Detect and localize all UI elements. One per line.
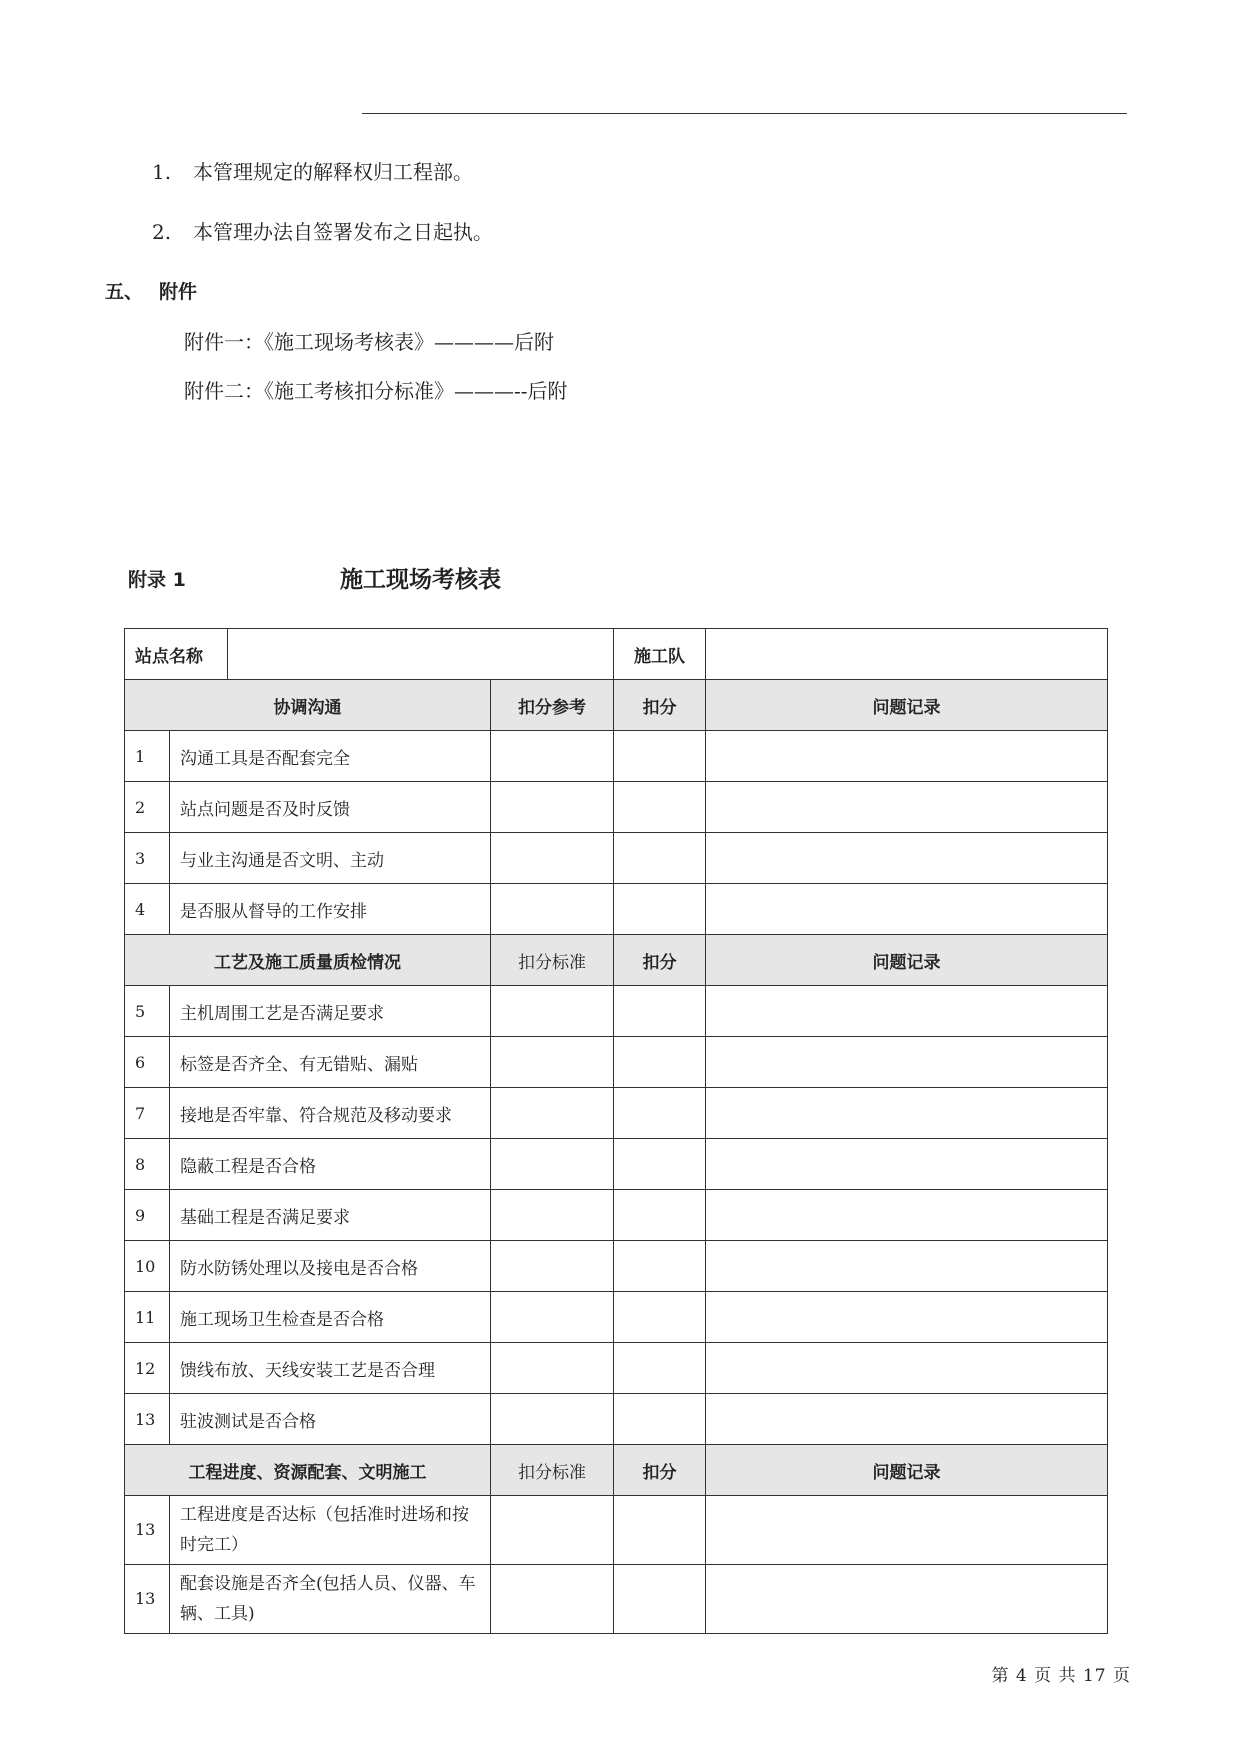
issue-record-header: 问题记录 [706, 1445, 1108, 1496]
site-info-row [125, 629, 1108, 680]
deduction-cell[interactable] [614, 1190, 706, 1241]
deduction-cell[interactable] [614, 884, 706, 935]
row-number: 2 [125, 782, 170, 833]
deduction-header: 扣分 [614, 1445, 706, 1496]
row-item-text: 配套设施是否齐全(包括人员、仪器、车辆、工具) [170, 1565, 491, 1634]
clause-text: 本管理办法自签署发布之日起执。 [193, 220, 493, 244]
deduction-cell[interactable] [614, 1241, 706, 1292]
table-row [125, 731, 1108, 782]
row-item-text: 隐蔽工程是否合格 [170, 1139, 491, 1190]
issue-record-cell[interactable] [706, 1565, 1108, 1634]
table-row [125, 1241, 1108, 1292]
table-row [125, 1394, 1108, 1445]
team-value[interactable] [706, 629, 1108, 680]
row-item-text: 标签是否齐全、有无错贴、漏贴 [170, 1037, 491, 1088]
row-item-text: 施工现场卫生检查是否合格 [170, 1292, 491, 1343]
clause-item [152, 216, 493, 245]
deduction-reference-cell[interactable] [491, 1565, 614, 1634]
assessment-table [124, 628, 1108, 1634]
clause-number: 1. [152, 160, 172, 184]
row-item-text: 防水防锈处理以及接电是否合格 [170, 1241, 491, 1292]
deduction-reference-cell[interactable] [491, 1241, 614, 1292]
table-row [125, 1139, 1108, 1190]
row-item-text: 接地是否牢靠、符合规范及移动要求 [170, 1088, 491, 1139]
table-row [125, 1088, 1108, 1139]
row-number: 9 [125, 1190, 170, 1241]
section-header-title: 协调沟通 [125, 680, 491, 731]
deduction-cell[interactable] [614, 1565, 706, 1634]
deduction-header: 扣分 [614, 935, 706, 986]
table-row [125, 1343, 1108, 1394]
deduction-reference-cell[interactable] [491, 1037, 614, 1088]
row-item-text: 主机周围工艺是否满足要求 [170, 986, 491, 1037]
issue-record-cell[interactable] [706, 1394, 1108, 1445]
clause-number: 2. [152, 220, 172, 244]
row-number: 12 [125, 1343, 170, 1394]
deduction-reference-cell[interactable] [491, 1292, 614, 1343]
deduction-standard-header: 扣分标准 [491, 935, 614, 986]
row-number: 3 [125, 833, 170, 884]
deduction-reference-cell[interactable] [491, 833, 614, 884]
issue-record-cell[interactable] [706, 833, 1108, 884]
clause-text: 本管理规定的解释权归工程部。 [193, 160, 473, 184]
section-header-row [125, 1445, 1108, 1496]
issue-record-cell[interactable] [706, 731, 1108, 782]
table-row [125, 1037, 1108, 1088]
site-name-label: 站点名称 [125, 629, 228, 680]
row-number: 11 [125, 1292, 170, 1343]
table-row [125, 1190, 1108, 1241]
deduction-reference-cell[interactable] [491, 1343, 614, 1394]
row-item-text: 是否服从督导的工作安排 [170, 884, 491, 935]
team-label: 施工队 [614, 629, 706, 680]
row-item-text: 与业主沟通是否文明、主动 [170, 833, 491, 884]
site-name-value[interactable] [228, 629, 614, 680]
row-number: 13 [125, 1394, 170, 1445]
attachment-line: 附件二：《施工考核扣分标准》———--后附 [184, 379, 568, 403]
deduction-cell[interactable] [614, 1394, 706, 1445]
row-item-text: 站点问题是否及时反馈 [170, 782, 491, 833]
deduction-cell[interactable] [614, 986, 706, 1037]
table-row [125, 884, 1108, 935]
deduction-reference-cell[interactable] [491, 986, 614, 1037]
deduction-cell[interactable] [614, 1292, 706, 1343]
attachment-line: 附件一：《施工现场考核表》————后附 [184, 330, 554, 354]
issue-record-cell[interactable] [706, 1241, 1108, 1292]
row-item-text: 驻波测试是否合格 [170, 1394, 491, 1445]
section-number: 五、 [105, 281, 144, 303]
deduction-cell[interactable] [614, 833, 706, 884]
deduction-reference-cell[interactable] [491, 782, 614, 833]
row-number: 10 [125, 1241, 170, 1292]
clause-item [152, 156, 473, 185]
issue-record-cell[interactable] [706, 1190, 1108, 1241]
table-row [125, 782, 1108, 833]
row-number: 13 [125, 1565, 170, 1634]
issue-record-header: 问题记录 [706, 935, 1108, 986]
deduction-reference-cell[interactable] [491, 1139, 614, 1190]
section-header-row [125, 935, 1108, 986]
table-row [125, 986, 1108, 1037]
row-number: 7 [125, 1088, 170, 1139]
issue-record-cell[interactable] [706, 1292, 1108, 1343]
table-row [125, 1292, 1108, 1343]
issue-record-cell[interactable] [706, 884, 1108, 935]
issue-record-cell[interactable] [706, 1037, 1108, 1088]
issue-record-cell[interactable] [706, 782, 1108, 833]
deduction-reference-cell[interactable] [491, 1190, 614, 1241]
deduction-cell[interactable] [614, 782, 706, 833]
section-heading [105, 277, 197, 304]
table-row [125, 833, 1108, 884]
row-item-text: 基础工程是否满足要求 [170, 1190, 491, 1241]
deduction-cell[interactable] [614, 731, 706, 782]
issue-record-cell[interactable] [706, 1343, 1108, 1394]
deduction-cell[interactable] [614, 1496, 706, 1565]
row-number: 8 [125, 1139, 170, 1190]
row-item-text: 馈线布放、天线安装工艺是否合理 [170, 1343, 491, 1394]
row-number: 13 [125, 1496, 170, 1565]
deduction-cell[interactable] [614, 1088, 706, 1139]
issue-record-header: 问题记录 [706, 680, 1108, 731]
table-row [125, 1496, 1108, 1565]
deduction-cell[interactable] [614, 1343, 706, 1394]
section-header-title: 工艺及施工质量质检情况 [125, 935, 491, 986]
row-number: 4 [125, 884, 170, 935]
issue-record-cell[interactable] [706, 1088, 1108, 1139]
issue-record-cell[interactable] [706, 986, 1108, 1037]
row-number: 5 [125, 986, 170, 1037]
deduction-reference-cell[interactable] [491, 731, 614, 782]
section-title: 附件 [159, 281, 198, 303]
section-header-row [125, 680, 1108, 731]
deduction-reference-cell[interactable] [491, 1394, 614, 1445]
deduction-header: 扣分 [614, 680, 706, 731]
section-header-title: 工程进度、资源配套、文明施工 [125, 1445, 491, 1496]
row-item-text: 沟通工具是否配套完全 [170, 731, 491, 782]
deduction-reference-cell[interactable] [491, 1088, 614, 1139]
deduction-cell[interactable] [614, 1037, 706, 1088]
header-rule [362, 113, 1127, 114]
appendix-label: 附录 1 [128, 569, 186, 591]
issue-record-cell[interactable] [706, 1139, 1108, 1190]
table-row [125, 1565, 1108, 1634]
page-number: 第 4 页 共 17 页 [991, 1666, 1131, 1686]
row-number: 6 [125, 1037, 170, 1088]
row-item-text: 工程进度是否达标（包括准时进场和按时完工） [170, 1496, 491, 1565]
row-number: 1 [125, 731, 170, 782]
issue-record-cell[interactable] [706, 1496, 1108, 1565]
deduction-cell[interactable] [614, 1139, 706, 1190]
deduction-reference-cell[interactable] [491, 884, 614, 935]
deduction-standard-header: 扣分标准 [491, 1445, 614, 1496]
deduction-reference-header: 扣分参考 [491, 680, 614, 731]
table-title: 施工现场考核表 [340, 567, 501, 593]
deduction-reference-cell[interactable] [491, 1496, 614, 1565]
